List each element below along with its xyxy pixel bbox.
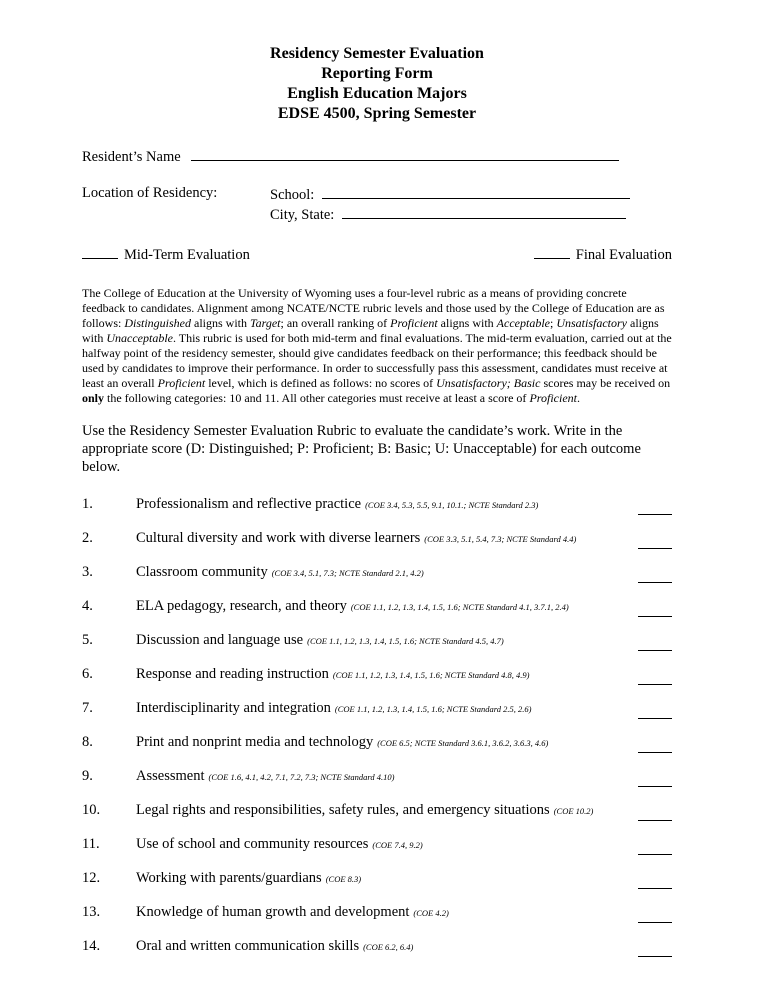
outcome-item — [82, 802, 672, 836]
outcome-number: 2. — [82, 530, 93, 546]
outcome-reference: (COE 4.2) — [413, 908, 449, 918]
resident-name-label: Resident’s Name — [82, 149, 181, 165]
outcome-number: 14. — [82, 938, 101, 954]
outcome-text: Legal rights and responsibilities, safety rules, and emergency situations — [136, 802, 550, 818]
resident-name-row — [82, 146, 672, 166]
score-field[interactable] — [638, 670, 672, 685]
title-line: EDSE 4500, Spring Semester — [277, 105, 477, 122]
school-label: School: — [270, 187, 315, 203]
text-span: scores may be received on — [540, 376, 671, 390]
text-italic: Proficient — [390, 316, 438, 330]
outcome-number: 9. — [82, 768, 93, 784]
score-field[interactable] — [638, 568, 672, 583]
outcome-reference: (COE 1.1, 1.2, 1.3, 1.4, 1.5, 1.6; NCTE Standard 2.5, 2.6) — [334, 704, 532, 714]
outcome-text: ELA pedagogy, research, and theory — [136, 598, 347, 614]
outcome-reference: (COE 3.4, 5.1, 7.3; NCTE Standard 2.1, 4.2) — [271, 568, 424, 578]
text-italic: Unsatisfactory; Basic — [436, 376, 541, 390]
text-span: . — [576, 391, 580, 405]
text-span: level, which is defined as follows: no scores of — [205, 376, 437, 390]
outcome-number: 1. — [82, 496, 93, 512]
outcome-item — [82, 564, 672, 598]
midterm-check-blank[interactable] — [82, 244, 118, 259]
outcome-text: Knowledge of human growth and development — [136, 904, 410, 920]
score-field[interactable] — [638, 840, 672, 855]
outcome-item — [82, 700, 672, 734]
score-field[interactable] — [638, 738, 672, 753]
outcome-item — [82, 530, 672, 564]
outcome-item — [82, 870, 672, 904]
text-span: ; an overall ranking of — [280, 316, 391, 330]
score-field[interactable] — [638, 500, 672, 515]
outcome-text: Oral and written communication skills — [136, 938, 360, 954]
text-span: aligns with — [82, 316, 659, 345]
outcome-reference: (COE 10.2) — [553, 806, 594, 816]
text-span: the following categories: 10 and 11. All other categories must receive at least a score of — [104, 391, 530, 405]
text-italic: Proficient — [529, 391, 577, 405]
text-span: aligns with — [191, 316, 251, 330]
outcome-number: 4. — [82, 598, 93, 614]
outcome-item — [82, 632, 672, 666]
outcome-item — [82, 768, 672, 802]
outcome-number: 6. — [82, 666, 93, 682]
text-span: aligns with — [437, 316, 497, 330]
score-field[interactable] — [638, 908, 672, 923]
score-field[interactable] — [638, 534, 672, 549]
text-italic: Target — [250, 316, 281, 330]
text-italic: Unsatisfactory — [556, 316, 627, 330]
outcome-number: 8. — [82, 734, 93, 750]
final-label: Final Evaluation — [575, 247, 672, 263]
outcome-number: 11. — [82, 836, 100, 852]
outcome-reference: (COE 6.5; NCTE Standard 3.6.1, 3.6.2, 3.6.3, 4.6) — [377, 738, 549, 748]
outcome-reference: (COE 6.2, 6.4) — [363, 942, 414, 952]
outcome-reference: (COE 3.3, 5.1, 5.4, 7.3; NCTE Standard 4.4) — [424, 534, 577, 544]
outcome-text: Discussion and language use — [136, 632, 304, 648]
midterm-label: Mid-Term Evaluation — [124, 247, 250, 263]
outcome-reference: (COE 7.4, 9.2) — [372, 840, 423, 850]
title-line: English Education Majors — [287, 85, 467, 102]
outcome-reference: (COE 3.4, 5.3, 5.5, 9.1, 10.1.; NCTE Standard 2.3) — [365, 500, 539, 510]
score-field[interactable] — [638, 942, 672, 957]
text-bold: only — [82, 391, 105, 405]
title-line: Reporting Form — [321, 65, 433, 82]
final-check-blank[interactable] — [534, 244, 570, 259]
outcome-text: Interdisciplinarity and integration — [136, 700, 331, 716]
title-line: Residency Semester Evaluation — [270, 45, 484, 62]
outcome-item — [82, 666, 672, 700]
score-field[interactable] — [638, 874, 672, 889]
text-span: ; — [549, 316, 557, 330]
outcome-number: 5. — [82, 632, 93, 648]
outcome-item — [82, 734, 672, 768]
evaluation-type-row — [82, 244, 672, 264]
outcome-reference: (COE 1.6, 4.1, 4.2, 7.1, 7.2, 7.3; NCTE Standard 4.10) — [208, 772, 395, 782]
outcome-reference: (COE 1.1, 1.2, 1.3, 1.4, 1.5, 1.6; NCTE Standard 4.8, 4.9) — [332, 670, 530, 680]
city-state-row — [270, 204, 630, 224]
score-field[interactable] — [638, 772, 672, 787]
outcome-item — [82, 496, 672, 530]
outcome-item — [82, 598, 672, 632]
outcome-text: Use of school and community resources — [136, 836, 369, 852]
score-field[interactable] — [638, 636, 672, 651]
final-evaluation-option[interactable] — [534, 244, 672, 264]
outcome-text: Cultural diversity and work with diverse learners — [136, 530, 421, 546]
text-italic: Unacceptable — [106, 331, 173, 345]
outcome-item — [82, 938, 672, 972]
resident-name-field[interactable] — [191, 146, 619, 161]
outcome-item — [82, 836, 672, 870]
text-span: . This rubric is used for both mid-term and final evaluations. The mid-term evaluation, carried out at the halfway point of the residency semester, should give candidates feedback on their performance; this feedback should be used by candidates to improve their performance. In order to successfully pass this assessment, candidates must receive at least an overall — [82, 331, 672, 390]
form-title — [82, 44, 672, 124]
city-state-label: City, State: — [270, 207, 335, 223]
text-span: The College of Education at the University of Wyoming uses a four-level rubric as a means of providing concrete feedback to candidates. Alignment among NCATE/NCTE rubric levels and those used by the College of Education are as follows: — [82, 286, 665, 330]
text-italic: Acceptable — [496, 316, 550, 330]
location-row — [82, 184, 672, 224]
outcome-text: Working with parents/guardians — [136, 870, 322, 886]
midterm-evaluation-option[interactable] — [82, 244, 250, 264]
outcome-reference: (COE 1.1, 1.2, 1.3, 1.4, 1.5, 1.6; NCTE Standard 4.1, 3.7.1, 2.4) — [350, 602, 569, 612]
outcome-reference: (COE 1.1, 1.2, 1.3, 1.4, 1.5, 1.6; NCTE Standard 4.5, 4.7) — [307, 636, 504, 646]
scoring-instructions: Use the Residency Semester Evaluation Rubric to evaluate the candidate’s work. Write in the appropriate score (D: Distinguished; P: Proficient; B: Basic; U: Unacceptable) for each outcome below. — [82, 423, 641, 475]
school-field[interactable] — [322, 184, 630, 199]
outcome-text: Print and nonprint media and technology — [136, 734, 374, 750]
outcome-text: Response and reading instruction — [136, 666, 329, 682]
score-field[interactable] — [638, 602, 672, 617]
outcome-number: 3. — [82, 564, 93, 580]
location-label: Location of Residency: — [82, 185, 218, 201]
outcome-number: 12. — [82, 870, 101, 886]
city-state-field[interactable] — [342, 204, 626, 219]
outcome-number: 13. — [82, 904, 101, 920]
school-row — [270, 184, 630, 204]
outcome-text: Classroom community — [136, 564, 268, 580]
outcome-text: Assessment — [136, 768, 205, 784]
outcome-reference: (COE 8.3) — [325, 874, 362, 884]
location-fields — [270, 184, 630, 224]
outcome-text: Professionalism and reflective practice — [136, 496, 362, 512]
rubric-description — [82, 286, 672, 406]
outcome-list — [82, 496, 672, 972]
outcome-item — [82, 904, 672, 938]
score-field[interactable] — [638, 704, 672, 719]
text-italic: Proficient — [157, 376, 206, 390]
text-italic: Distinguished — [124, 316, 192, 330]
score-field[interactable] — [638, 806, 672, 821]
outcome-number: 10. — [82, 802, 101, 818]
outcome-number: 7. — [82, 700, 93, 716]
